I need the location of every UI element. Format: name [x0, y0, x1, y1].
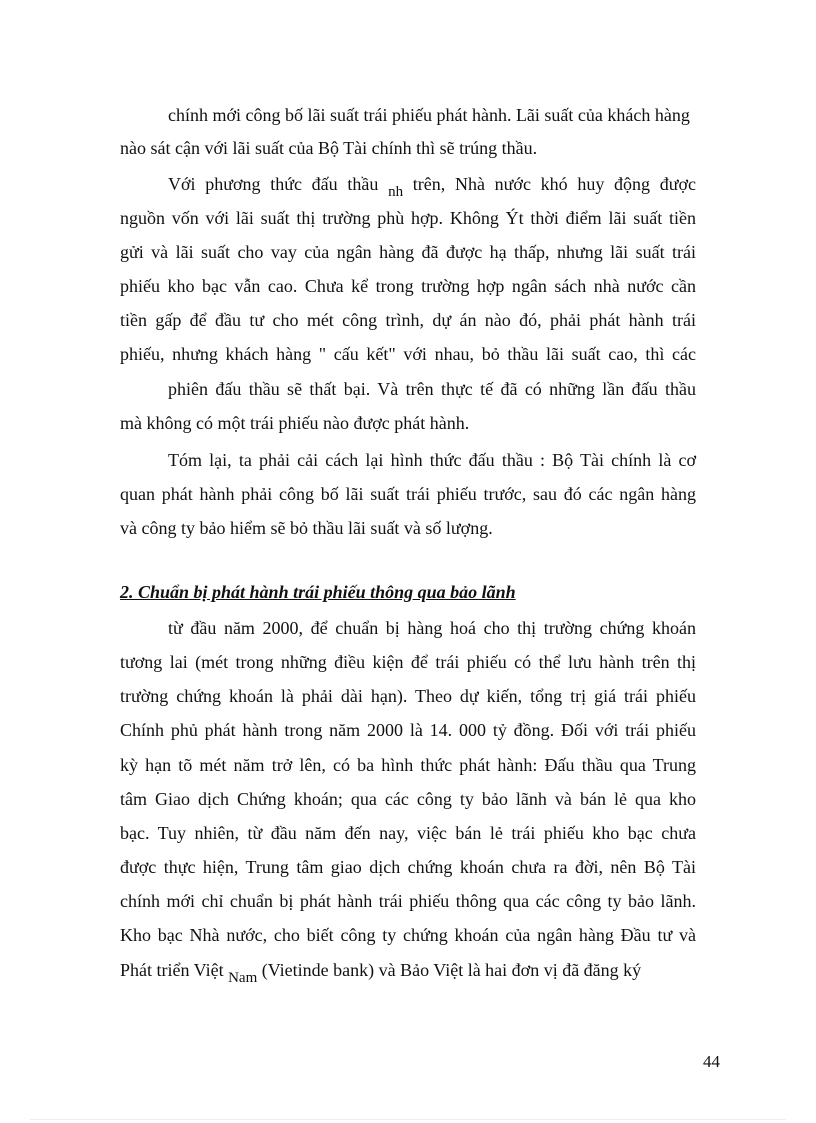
text-line: nào sát cận với lãi suất của Bộ Tài chính thì sẽ trúng thầu.: [120, 138, 538, 158]
text-line: và công ty bảo hiểm sẽ bỏ thầu lãi suất và số lượng.: [120, 518, 493, 538]
text-line: mà không có một trái phiếu nào được phát hành.: [120, 413, 470, 433]
text-line: Chính phủ phát hành trong năm 2000 là 14. 000 tỷ đồng. Đối với trái phiếu: [120, 720, 696, 740]
text-line: [168, 172, 696, 198]
text-line: tương lai (mét trong những điều kiện để trái phiếu có thể lưu hành trên thị: [120, 652, 696, 672]
text-line: tiền gấp để đầu tư cho mét công trình, dự án nào đó, phải phát hành trái: [120, 310, 696, 330]
text-fragment: Phát triển Việt: [120, 960, 224, 980]
section-heading: 2. Chuẩn bị phát hành trái phiếu thông qua bảo lãnh: [120, 582, 516, 602]
text-line: chính mới chỉ chuẩn bị phát hành trái phiếu thông qua các công ty bảo lãnh.: [120, 891, 696, 911]
text-line: kỳ hạn tõ mét năm trở lên, có ba hình thức phát hành: Đấu thầu qua Trung: [120, 755, 696, 775]
text-line: từ đầu năm 2000, để chuẩn bị hàng hoá cho thị trường chứng khoán: [168, 618, 696, 638]
subscript-text: nh: [388, 184, 404, 200]
text-line: tâm Giao dịch Chứng khoán; qua các công ty bảo lãnh và bán lẻ qua kho: [120, 789, 696, 809]
text-line: bạc. Tuy nhiên, từ đầu năm đến nay, việc bán lẻ trái phiếu kho bạc chưa: [120, 823, 696, 843]
text-line: phiếu kho bạc vẫn cao. Chưa kể trong trường hợp ngân sách nhà nước cần: [120, 276, 696, 296]
text-line: phiên đấu thầu sẽ thất bại. Và trên thực tế đã có những lần đấu thầu: [168, 379, 696, 399]
text-fragment: trên, Nhà nước khó huy động được: [412, 174, 697, 194]
text-line: phiếu, nhưng khách hàng " cấu kết" với nhau, bỏ thầu lãi suất cao, thì các: [120, 344, 696, 364]
subscript-text: Nam: [228, 970, 258, 986]
page-number: 44: [703, 1052, 720, 1071]
text-line: Kho bạc Nhà nước, cho biết công ty chứng khoán của ngân hàng Đầu tư và: [120, 925, 696, 945]
text-line: Tóm lại, ta phải cải cách lại hình thức đấu thầu : Bộ Tài chính là cơ: [168, 450, 696, 470]
text-line: trường chứng khoán là phải dài hạn). Theo dự kiến, tổng trị giá trái phiếu: [120, 686, 696, 706]
text-line: được thực hiện, Trung tâm giao dịch chứng khoán chưa ra đời, nên Bộ Tài: [120, 857, 696, 877]
page-bottom-edge: [30, 1119, 786, 1120]
text-line: chính mới công bố lãi suất trái phiếu phát hành. Lãi suất của khách hàng: [168, 105, 690, 125]
text-line: quan phát hành phải công bố lãi suất trái phiếu trước, sau đó các ngân hàng: [120, 484, 696, 504]
text-line: gửi và lãi suất cho vay của ngân hàng đã được hạ thấp, nhưng lãi suất trái: [120, 242, 696, 262]
text-fragment: Với phương thức đấu thầu: [168, 174, 379, 194]
text-fragment: (Vietinde bank) và Bảo Việt là hai đơn vị đã đăng ký: [261, 960, 642, 980]
text-line: nguồn vốn với lãi suất thị trường phù hợp. Không Ýt thời điểm lãi suất tiền: [120, 208, 696, 228]
text-line: [120, 958, 641, 984]
